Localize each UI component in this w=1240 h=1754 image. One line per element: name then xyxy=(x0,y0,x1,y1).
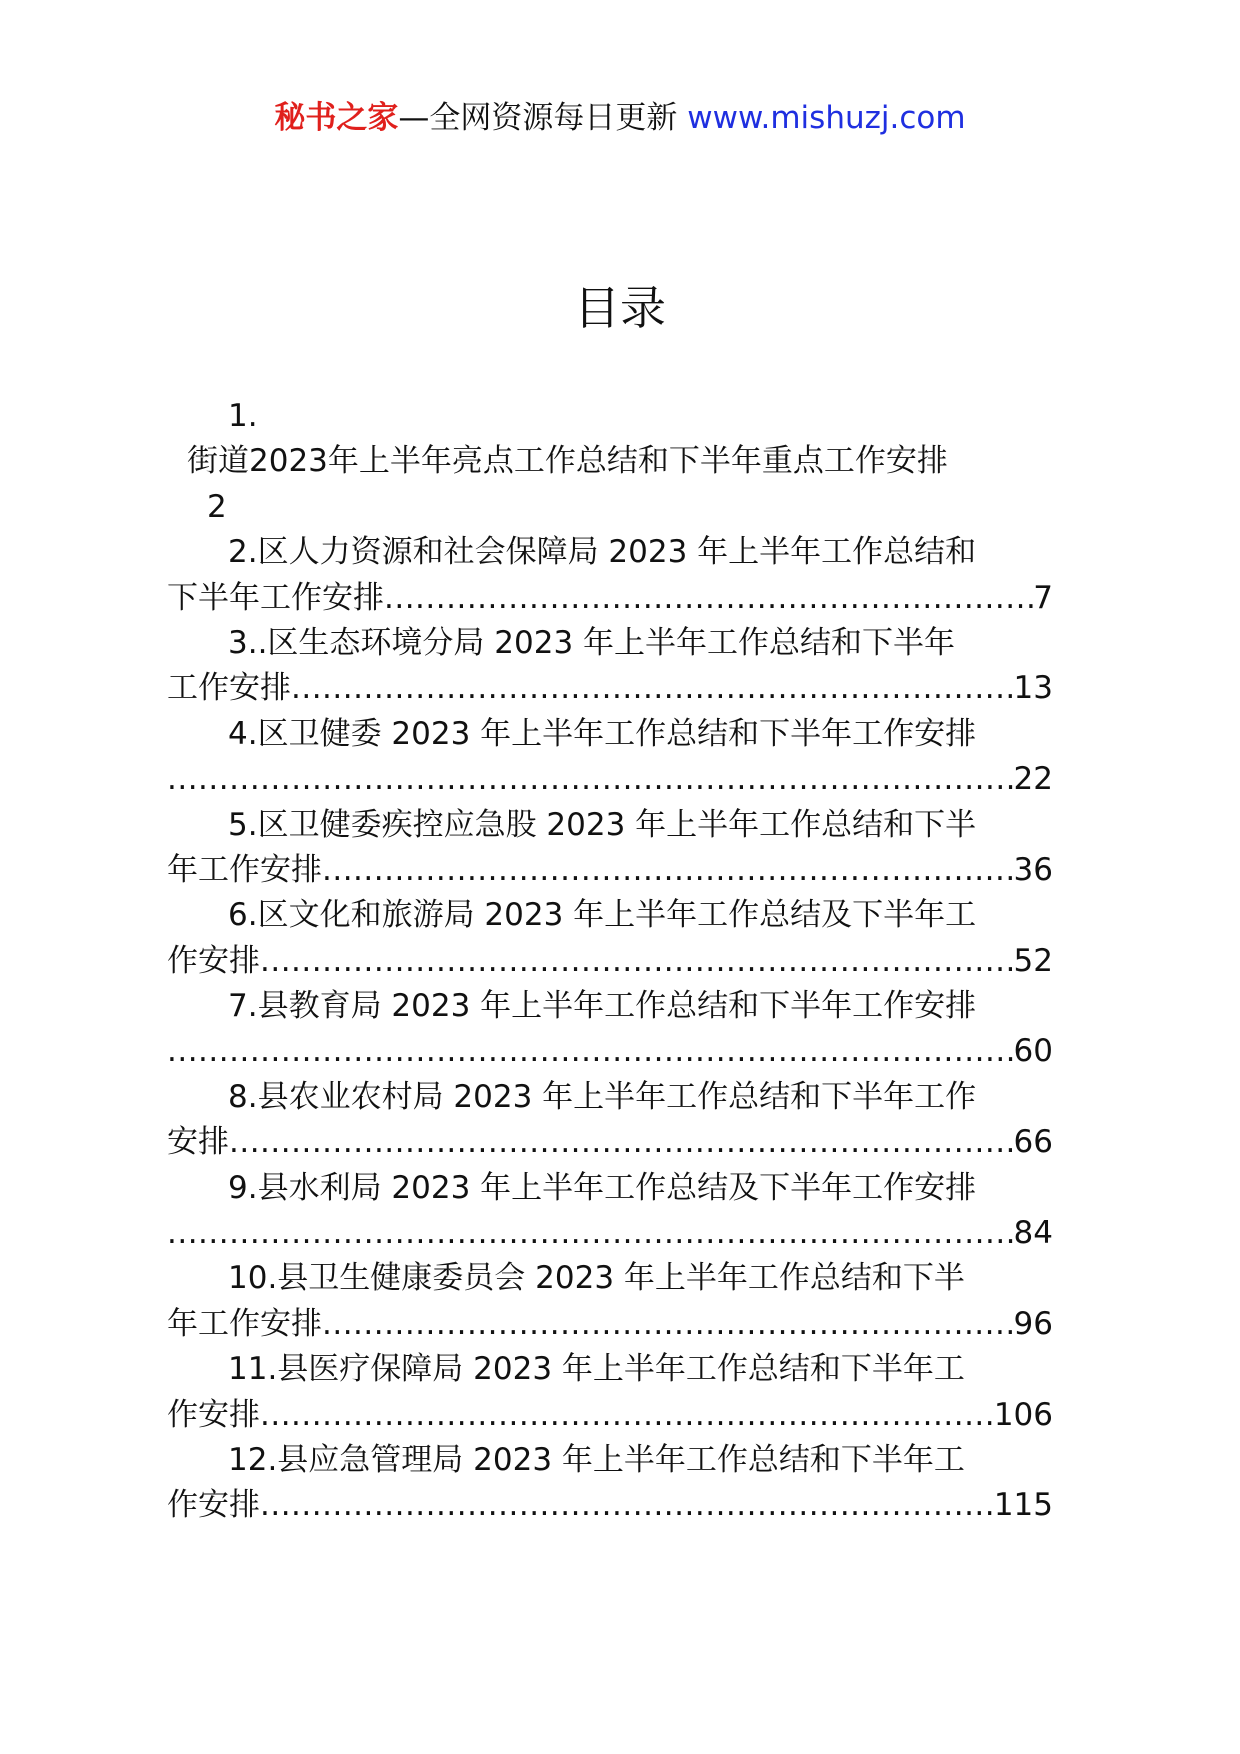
toc-entry-title: 7.县教育局 2023 年上半年工作总结和下半年工作安排 xyxy=(228,988,977,1025)
toc-entry-title-cont: 作安排 xyxy=(167,1396,260,1433)
toc-entry-page: 2 xyxy=(207,488,227,525)
toc-entry-leader xyxy=(167,1393,1053,1438)
toc-entry-page: 7 xyxy=(1033,579,1053,616)
toc-entry-title-cont: 年工作安排 xyxy=(167,1305,322,1342)
leader-dots xyxy=(229,1120,1014,1165)
toc-entry-leader xyxy=(167,1483,1053,1528)
toc-entry-title-cont: 年工作安排 xyxy=(167,851,322,888)
header-slogan: —全网资源每日更新 xyxy=(398,100,678,136)
toc-entry-11[interactable] xyxy=(167,1347,1053,1438)
toc-entry-leader xyxy=(167,848,1053,893)
toc-entry-page: 22 xyxy=(1013,761,1053,798)
toc-entry-page: 60 xyxy=(1013,1033,1053,1070)
leader-dots xyxy=(384,576,1033,621)
leader-dots xyxy=(322,848,1014,893)
toc-entry-title-cont: 工作安排 xyxy=(167,670,291,707)
leader-dots xyxy=(291,666,1014,711)
toc-entry-title: 12.县应急管理局 2023 年上半年工作总结和下半年工 xyxy=(228,1441,965,1478)
toc-entry-page: 13 xyxy=(1013,670,1053,707)
toc-entry-title-cont: 作安排 xyxy=(167,942,260,979)
site-link[interactable]: www.mishuzj.com xyxy=(687,100,966,136)
toc-entry-title: 3..区生态环境分局 2023 年上半年工作总结和下半年 xyxy=(228,624,956,661)
toc-entry-title: 街道2023年上半年亮点工作总结和下半年重点工作安排 xyxy=(187,443,948,480)
toc-entry-title: 8.县农业农村局 2023 年上半年工作总结和下半年工作 xyxy=(228,1078,977,1115)
leader-dots xyxy=(260,1483,994,1528)
toc-entry-7[interactable] xyxy=(167,984,1053,1075)
toc-entry-leader xyxy=(167,576,1053,621)
toc-entry-4[interactable] xyxy=(167,712,1053,803)
page-title: 目录 xyxy=(574,281,666,335)
toc-entry-title: 5.区卫健委疾控应急股 2023 年上半年工作总结和下半 xyxy=(228,806,977,843)
toc-entry-page: 106 xyxy=(993,1396,1053,1433)
toc-entry-page: 96 xyxy=(1013,1305,1053,1342)
toc-entry-8[interactable] xyxy=(167,1075,1053,1166)
toc-entry-2[interactable] xyxy=(167,530,1053,621)
toc-entry-title-cont: 作安排 xyxy=(167,1487,260,1524)
leader-dots xyxy=(167,1211,1014,1256)
toc-entry-5[interactable] xyxy=(167,803,1053,894)
toc-entry-title: 9.县水利局 2023 年上半年工作总结及下半年工作安排 xyxy=(228,1169,977,1206)
table-of-contents xyxy=(167,394,1053,1529)
leader-dots xyxy=(260,939,1014,984)
toc-entry-leader xyxy=(167,666,1053,711)
toc-entry-title-cont: 安排 xyxy=(167,1124,229,1161)
toc-entry-10[interactable] xyxy=(167,1256,1053,1347)
toc-entry-3[interactable] xyxy=(167,621,1053,712)
toc-entry-page: 36 xyxy=(1013,851,1053,888)
toc-entry-page: 84 xyxy=(1013,1215,1053,1252)
toc-entry-6[interactable] xyxy=(167,893,1053,984)
toc-entry-leader xyxy=(167,1302,1053,1347)
leader-dots xyxy=(167,1029,1014,1074)
leader-dots xyxy=(167,757,1014,802)
toc-entry-leader xyxy=(167,1120,1053,1165)
toc-entry-number: 1. xyxy=(228,398,258,434)
toc-entry-title: 11.县医疗保障局 2023 年上半年工作总结和下半年工 xyxy=(228,1351,965,1388)
toc-entry-leader xyxy=(167,939,1053,984)
toc-entry-leader xyxy=(167,1211,1053,1256)
toc-entry-title: 10.县卫生健康委员会 2023 年上半年工作总结和下半 xyxy=(228,1260,965,1297)
toc-entry-title-cont: 下半年工作安排 xyxy=(167,579,384,616)
toc-entry-12[interactable] xyxy=(167,1438,1053,1529)
brand-name: 秘书之家 xyxy=(274,100,399,136)
toc-entry-9[interactable] xyxy=(167,1166,1053,1257)
toc-entry-leader xyxy=(167,1029,1053,1074)
page-header xyxy=(0,98,1240,138)
toc-entry-leader xyxy=(167,757,1053,802)
toc-entry-title: 4.区卫健委 2023 年上半年工作总结和下半年工作安排 xyxy=(228,715,977,752)
leader-dots xyxy=(260,1393,994,1438)
toc-entry-page: 115 xyxy=(993,1487,1053,1524)
toc-entry-title: 2.区人力资源和社会保障局 2023 年上半年工作总结和 xyxy=(228,534,977,571)
leader-dots xyxy=(322,1302,1014,1347)
toc-entry-page: 66 xyxy=(1013,1124,1053,1161)
toc-entry-1[interactable] xyxy=(187,394,1053,530)
toc-entry-page: 52 xyxy=(1013,942,1053,979)
toc-entry-title: 6.区文化和旅游局 2023 年上半年工作总结及下半年工 xyxy=(228,897,977,934)
